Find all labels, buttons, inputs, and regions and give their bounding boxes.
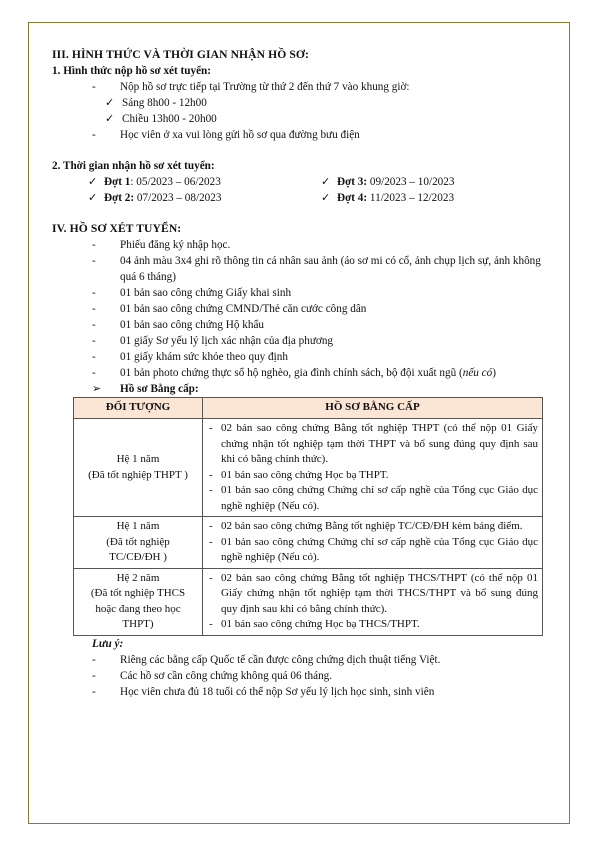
list-item: - 04 ảnh màu 3x4 ghi rõ thông tin cá nhân sau ảnh (áo sơ mi có cổ, ảnh chụp lịch sự, ảnh không quá 6 tháng) bbox=[92, 255, 541, 283]
period-4: ✓ Đợt 4: 11/2023 – 12/2023 bbox=[321, 192, 455, 204]
list-item: - 01 bản sao công chứng Hộ khẩu bbox=[92, 319, 265, 331]
table-cell-docs: - 02 bản sao công chứng Bằng tốt nghiệp TC/CĐ/ĐH kèm bảng điểm. - 01 bản sao công chứng Chứng chỉ sơ cấp nghề của Tổng cục Giáo dục nghề nghiệp (Nếu có). bbox=[203, 517, 543, 569]
subsection-2-title: 2. Thời gian nhận hồ sơ xét tuyển: bbox=[52, 160, 215, 172]
table-cell-docs: - 02 bản sao công chứng Bằng tốt nghiệp THPT (có thể nộp 01 Giấy chứng nhận tốt nghiệp tạm thời THPT và bổ sung đúng quy định sau khi có bằng chính thức). - 01 bản sao công chứng Học bạ THPT. - 01 bản sao công chứng Chứng chỉ sơ cấp nghề của Tổng cục Giáo dục nghề nghiệp (Nếu có). bbox=[203, 419, 543, 517]
check-icon: ✓ bbox=[321, 192, 331, 204]
note-item: - Các hồ sơ cần công chứng không quá 06 tháng. bbox=[92, 669, 333, 682]
period-2: ✓ Đợt 2: 07/2023 – 08/2023 bbox=[88, 192, 222, 204]
check-icon: ✓ bbox=[105, 97, 115, 109]
degree-docs-table bbox=[73, 397, 543, 636]
list-item: - 01 bản sao công chứng CMND/Thẻ căn cước công dân bbox=[92, 303, 367, 315]
table-row bbox=[74, 568, 543, 635]
subsection-1-title: 1. Hình thức nộp hồ sơ xét tuyển: bbox=[52, 65, 211, 77]
table-cell-target: Hệ 1 năm (Đã tốt nghiệp THPT ) bbox=[74, 419, 203, 517]
table-cell-target: Hệ 1 năm (Đã tốt nghiệp TC/CĐ/ĐH ) bbox=[74, 517, 203, 569]
list-item: - 01 bản sao công chứng Giấy khai sinh bbox=[92, 287, 292, 299]
section-3-title: III. HÌNH THỨC VÀ THỜI GIAN NHẬN HỒ SƠ: bbox=[52, 48, 309, 61]
note-item: - Riêng các bằng cấp Quốc tế cần được công chứng dịch thuật tiếng Việt. bbox=[92, 653, 441, 666]
note-item: - Học viên chưa đủ 18 tuổi có thể nộp Sơ yếu lý lịch học sinh, sinh viên bbox=[92, 685, 435, 698]
table-header: HỒ SƠ BẰNG CẤP bbox=[203, 398, 543, 419]
table-row bbox=[74, 517, 543, 569]
period-3: ✓ Đợt 3: 09/2023 – 10/2023 bbox=[321, 176, 455, 188]
list-item: - Nộp hồ sơ trực tiếp tại Trường từ thứ 2 đến thứ 7 vào khung giờ: bbox=[92, 81, 410, 93]
list-item: - 01 giấy khám sức khỏe theo quy định bbox=[92, 351, 288, 363]
degree-docs-heading: ➢ Hồ sơ Bằng cấp: bbox=[92, 383, 199, 395]
section-4-title: IV. HỒ SƠ XÉT TUYỂN: bbox=[52, 222, 182, 235]
check-icon: ✓ bbox=[105, 113, 115, 125]
table-header-row bbox=[74, 398, 543, 419]
list-item: ✓ Chiều 13h00 - 20h00 bbox=[105, 113, 217, 125]
period-1: ✓ Đợt 1: 05/2023 – 06/2023 bbox=[88, 176, 221, 188]
table-cell-target: Hệ 2 năm (Đã tốt nghiệp THCS hoặc đang theo học THPT) bbox=[74, 568, 203, 635]
check-icon: ✓ bbox=[321, 176, 331, 188]
document-body bbox=[52, 47, 554, 700]
list-item: - Học viên ở xa vui lòng gửi hồ sơ qua đường bưu điện bbox=[92, 129, 360, 141]
list-item: - 01 bản photo chứng thực sổ hộ nghèo, gia đình chính sách, bộ đội xuất ngũ (nếu có) bbox=[92, 367, 496, 379]
check-icon: ✓ bbox=[88, 192, 98, 204]
note-title: Lưu ý: bbox=[92, 637, 124, 650]
table-header: ĐỐI TƯỢNG bbox=[74, 398, 203, 419]
bullet-arrow-icon: ➢ bbox=[92, 383, 102, 395]
table-row bbox=[74, 419, 543, 517]
table-cell-docs: - 02 bản sao công chứng Bằng tốt nghiệp THCS/THPT (có thể nộp 01 Giấy chứng nhận tốt nghiệp tạm thời THCS/THPT và bổ sung đúng quy định sau khi có bằng chính thức). - 01 bản sao công chứng Học bạ THCS/THPT. bbox=[203, 568, 543, 635]
check-icon: ✓ bbox=[88, 176, 98, 188]
list-item: - Phiếu đăng ký nhập học. bbox=[92, 239, 231, 251]
list-item: - 01 giấy Sơ yếu lý lịch xác nhận của địa phương bbox=[92, 335, 334, 347]
period-list bbox=[88, 174, 554, 206]
list-item: ✓ Sáng 8h00 - 12h00 bbox=[105, 97, 207, 109]
